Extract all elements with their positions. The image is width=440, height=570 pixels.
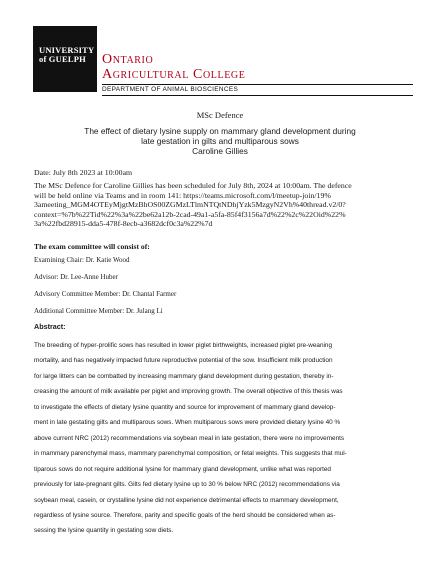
abstract-line: in mammary parenchymal mass, mammary parenchymal composition, or fetal weights. This suggests that mul- [34, 450, 347, 458]
schedule-line[interactable]: will be held online via Teams and in room 141: https://teams.microsoft.com/l/meetup-join/19% [34, 190, 331, 200]
abstract-line: above current NRC (2012) recommendations via soybean meal in late gestation, there were no improvements [34, 434, 345, 442]
abstract-line: The breeding of hyper-prolific sows has resulted in lower piglet birthweights, increased piglet pre-weaning [34, 342, 333, 349]
abstract-line: creasing the amount of milk available per piglet and improving growth. The overall objective of this thesis was [34, 388, 343, 396]
committee-heading: The exam committee will consist of: [34, 242, 150, 251]
university-logo [33, 26, 97, 92]
abstract-line: tiparous sows do not require additional lysine for mammary gland development, unlike what was reported [34, 465, 331, 473]
abstract-line: soybean meal, casein, or crystalline lysine did not experience detrimental effects to mammary development, [34, 496, 339, 504]
committee-member: Advisor: Dr. Lee-Anne Huber [34, 273, 118, 281]
committee-member: Additional Committee Member: Dr. Julang Li [34, 307, 163, 315]
committee-member: Advisory Committee Member: Dr. Chantal Farmer [34, 290, 177, 298]
schedule-line[interactable]: 3a%22fbd28915-dda5-478f-8ecb-a3682dcf0c3a%22%7d [34, 219, 213, 229]
abstract-line: mortality, and has negatively impacted future reproductive potential of the sow. Insufficient milk production [34, 357, 333, 365]
college-name-line2: Agricultural College [102, 67, 246, 82]
author-name: Caroline Gillies [192, 146, 248, 156]
abstract-heading: Abstract: [34, 322, 66, 331]
abstract-body [34, 338, 406, 539]
schedule-line[interactable]: 3ameeting_MGM4OTEyMjgtMzBhOS00ZGMzLTlmNTQtNDhjYzk5MzgyN2Vh%40thread.v2/0? [34, 200, 346, 210]
abstract-line: to investigate the effects of dietary lysine quantity and source for improvement of mammary gland develop- [34, 403, 336, 411]
thesis-title [0, 127, 440, 146]
thesis-title-line1: The effect of dietary lysine supply on mammary gland development during [84, 126, 356, 136]
abstract-line: previously for late-pregnant gilts. Gilts fed dietary lysine up to 30 % below NRC (2012) recommendations via [34, 481, 340, 489]
schedule-line: The MSc Defence for Caroline Gillies has been scheduled for July 8th, 2024 at 10:00am. The defence [34, 181, 352, 190]
college-name-line1: Ontario [102, 52, 154, 67]
abstract-line: for large litters can be combatted by increasing mammary gland development during gestation, thereby in- [34, 372, 334, 380]
event-date: Date: July 8th 2023 at 10:00am [34, 168, 133, 177]
logo-line1: UNIVERSITY [39, 45, 95, 55]
letterhead [33, 26, 413, 96]
logo-line2: of GUELPH [39, 54, 86, 64]
department-name: DEPARTMENT OF ANIMAL BIOSCIENCES [102, 86, 239, 93]
thesis-title-line2: late gestation in gilts and multiparous sows [141, 135, 299, 146]
abstract-line: ment in late gestating gilts and multiparous sows. When multiparous sows were provided dietary lysine 40 % [34, 419, 341, 427]
committee-member: Examining Chair: Dr. Katie Wood [34, 256, 130, 264]
abstract-line: regardless of lysine source. Therefore, parity and specific goals of the herd should be considered when as- [34, 511, 336, 519]
schedule-paragraph [34, 181, 406, 229]
schedule-line[interactable]: context=%7b%22Tid%22%3a%22be62a12b-2cad-49a1-a5fa-85f4f3156a7d%22%2c%22Oid%22% [34, 209, 346, 219]
event-type: MSc Defence [196, 110, 244, 120]
abstract-line: sessing the lysine quantity in gestating sow diets. [34, 527, 174, 535]
